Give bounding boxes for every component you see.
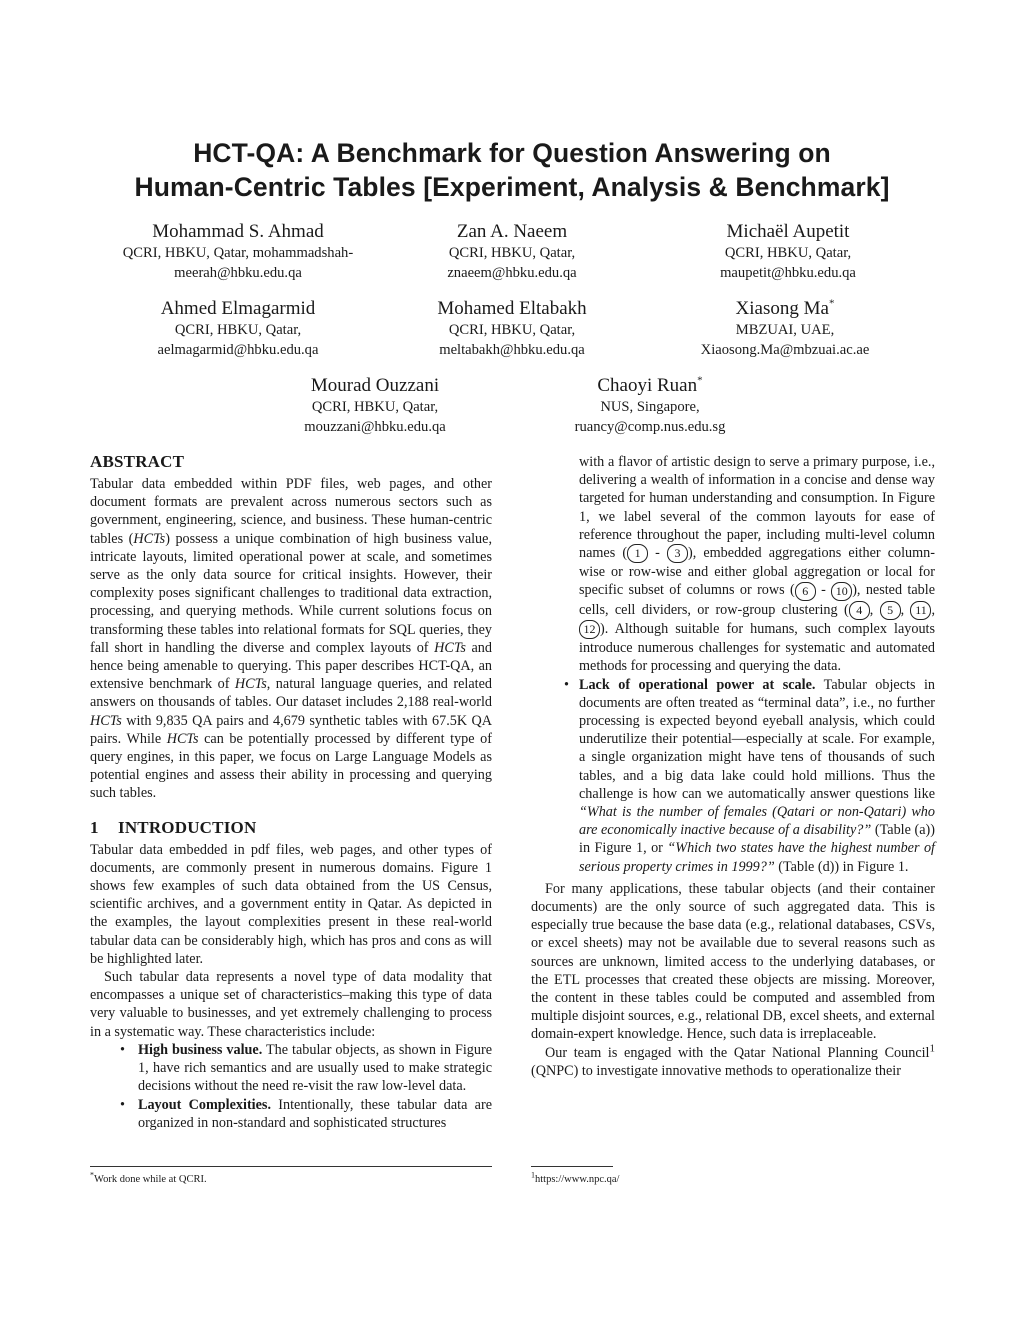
text-run: ), embedded aggregations either column-wise or row-wise and either global aggregation or local for specific subset of columns or rows (	[579, 545, 935, 599]
author-name: Ahmed Elmagarmid	[160, 298, 316, 319]
layout-marker: 11	[910, 601, 931, 620]
author-affiliation: QCRI, HBKU, Qatar,	[311, 399, 439, 415]
abstract-text	[90, 475, 492, 803]
author-email: meltabakh@hbku.edu.qa	[439, 341, 585, 358]
layout-marker: 12	[579, 620, 600, 639]
author-footnote-mark: *	[828, 297, 835, 310]
body-paragraph: For many applications, these tabular objects (and their container documents) are the only source of such aggregated data. This is especially true because the base data (e.g., relational databases, CSVs, or excel sheets) may not be available due to several reasons such as sources are unknown, limited access to the underlying databases, or the ETL processes that created these objects are missing. Moreover, the content in these tables could be computed and assembled from multiple disjoint sources, e.g., relational DB, excel sheets, and external domain-expert knowledge. Hence, such data is irreplaceable.	[531, 880, 935, 1043]
text-run: Our team is engaged with the Qatar National Planning Council	[545, 1044, 930, 1061]
footnote-left	[90, 1170, 207, 1186]
author-affiliation: QCRI, HBKU, Qatar,	[448, 245, 576, 261]
text-run: and hence being amenable to querying. This paper describes HCT-QA, an extensive benchmark of	[90, 639, 492, 693]
list-item-title: Lack of operational power at scale.	[579, 676, 816, 693]
body-paragraph	[531, 1041, 935, 1080]
author-affiliation: QCRI, HBKU, Qatar,	[448, 322, 576, 338]
author-email: ruancy@comp.nus.edu.sg	[574, 418, 726, 435]
list-item-text: The tabular objects, as shown in Figure 1, have rich semantics and are usually used to make strategic decisions without the need re-visit the raw low-level data.	[138, 1041, 492, 1095]
author-block	[352, 297, 672, 360]
author-name	[625, 297, 945, 321]
footnote-right	[531, 1170, 620, 1186]
right-column	[531, 453, 935, 1080]
text-run: (QNPC) to investigate innovative methods to operationalize their	[531, 1062, 901, 1079]
section-title: INTRODUCTION	[118, 817, 257, 837]
text-run: -	[815, 582, 832, 599]
author-block	[625, 297, 945, 360]
author-name: Mourad Ouzzani	[310, 375, 440, 396]
text-run: ) possess a unique combination of high business value, intricate layouts, limited operational power at scale, and sometimes serve as the only data source for critical insights. However, their complexity poses significant challenges to traditional data extraction, processing, and querying methods. While current solutions focus on transforming these tables into relational formats for SQL queries, they fall short in handling the diverse and complex layouts of	[90, 530, 492, 656]
author-block	[490, 374, 810, 437]
text-run: Tabular data embedded within PDF files, web pages, and other document formats are prevalent across numerous sectors such as government, engineering, science, and business. These human-centric tables (	[90, 476, 492, 547]
author-block	[628, 220, 948, 283]
author-name: Mohammad S. Ahmad	[152, 221, 324, 242]
text-run: (Table (d)) in Figure 1.	[774, 858, 909, 875]
text-run: HCTs	[166, 730, 199, 747]
list-item-continuation	[531, 453, 935, 676]
footnote-text: https://www.npc.qa/	[535, 1174, 620, 1185]
layout-marker: 3	[667, 544, 688, 563]
author-email: maupetit@hbku.edu.qa	[720, 264, 856, 281]
author-name-text: Chaoyi Ruan	[597, 375, 698, 396]
author-name: Michaël Aupetit	[726, 221, 850, 242]
abstract-heading: ABSTRACT	[90, 452, 185, 471]
text-run: HCTs	[434, 639, 466, 656]
list-item	[531, 676, 935, 876]
bullet-icon: •	[120, 1096, 125, 1113]
text-run: ,	[931, 601, 936, 618]
paper-title	[40, 136, 984, 204]
footnote-rule	[90, 1166, 492, 1167]
text-run: -	[648, 545, 667, 562]
list-item	[90, 1041, 492, 1096]
text-run: HCTs	[133, 530, 166, 547]
layout-marker: 6	[795, 582, 816, 601]
author-affiliation: QCRI, HBKU, Qatar, mohammadshah-	[122, 245, 354, 261]
text-run: ,	[869, 601, 880, 618]
text-run: ). Although suitable for humans, such complex layouts introduce numerous challenges for systematic and automated methods for processing and querying the data.	[579, 620, 935, 675]
author-email: meerah@hbku.edu.qa	[174, 264, 302, 281]
layout-marker: 5	[880, 601, 901, 620]
author-email: mouzzani@hbku.edu.qa	[304, 418, 446, 435]
author-email: Xiaosong.Ma@mbzuai.ac.ae	[700, 341, 870, 358]
bullet-icon: •	[564, 676, 569, 693]
title-line-2: Human-Centric Tables [Experiment, Analysis & Benchmark]	[134, 172, 890, 202]
text-run: (Table (a)) in Figure 1, or	[579, 822, 936, 857]
text-run: “What is the number of females (Qatari or non-Qatari) who are economically inactive because of a disability?”	[579, 803, 935, 839]
author-affiliation: QCRI, HBKU, Qatar,	[724, 245, 852, 261]
text-run: ), nested table cells, cell dividers, or row-group clustering (	[579, 582, 935, 618]
introduction-heading	[90, 817, 492, 839]
footnote-mark: *	[90, 1170, 94, 1180]
footnote-text: Work done while at QCRI.	[94, 1174, 207, 1185]
layout-marker: 1	[627, 544, 648, 563]
bullet-icon: •	[120, 1041, 125, 1058]
text-run: HCTs	[90, 712, 122, 729]
intro-paragraph: Tabular data embedded in pdf files, web pages, and other types of documents, are commonly present in numerous domains. Figure 1 shows few examples of such data obtained from the US Census, scientific archives, and a government entity in Qatar. As depicted in the examples, the layout complexities present in these real-world tabular data can be considerably high, which has pros and cons as will be highlighted later.	[90, 841, 492, 967]
author-block	[215, 374, 535, 437]
author-name	[490, 374, 810, 398]
footnote-mark: 1	[531, 1170, 535, 1180]
text-run: with 9,835 QA pairs and 4,679 synthetic tables with 67.5K QA pairs. While	[90, 712, 492, 747]
author-block	[352, 220, 672, 283]
author-email: aelmagarmid@hbku.edu.qa	[157, 341, 319, 358]
author-affiliation: NUS, Singapore,	[600, 399, 700, 415]
list-item	[90, 1096, 492, 1132]
author-block	[78, 220, 398, 283]
author-name: Mohamed Eltabakh	[437, 298, 587, 319]
text-run: , natural language queries, and related answers on thousands of tables. Our dataset includes 2,188 real-world	[90, 676, 492, 711]
list-item-title: Layout Complexities.	[138, 1096, 271, 1113]
intro-paragraph: Such tabular data represents a novel type of data modality that encompasses a unique set of characteristics–making this type of data very valuable to businesses, and yet extremely challenging to process in a systematic way. These characteristics include:	[90, 969, 492, 1040]
author-name-text: Xiasong Ma	[735, 298, 829, 319]
footnote-rule	[531, 1166, 613, 1167]
section-number: 1	[90, 817, 99, 837]
author-block	[78, 297, 398, 360]
text-run: with a flavor of artistic design to serve a primary purpose, i.e., delivering a wealth of information in a concise and dense way targeted for human understanding and consumption. In Figure 1, we label several of the common layouts for ease of reference throughout the paper, including multi-level column names (	[579, 454, 935, 562]
text-run: Tabular objects in documents are often treated as “terminal data”, i.e., no further processing is expected beyond eyeball analysis, which could underutilize their potential—especially at scale. For example, a single organization might have tens of thousands of such tables, and a big data lake could hold millions. Thus the challenge is how can we automatically answer questions like	[579, 676, 935, 802]
text-run: ,	[900, 601, 911, 618]
author-name: Zan A. Naeem	[456, 221, 568, 242]
author-footnote-mark: *	[697, 374, 703, 387]
title-line-1: HCT-QA: A Benchmark for Question Answering on	[193, 138, 831, 168]
layout-marker: 4	[849, 601, 870, 620]
text-run: HCTs	[234, 676, 267, 693]
text-run: “Which two states have the highest number of serious property crimes in 1999?”	[579, 840, 935, 875]
author-affiliation: QCRI, HBKU, Qatar,	[174, 322, 302, 338]
left-column	[90, 451, 492, 1132]
text-run: can be potentially processed by different type of query engines, in this paper, we focus on Large Language Models as potential engines and assess their ability in processing and querying such tables.	[90, 730, 492, 802]
list-item-text: Intentionally, these tabular data are organized in non-standard and sophisticated structures	[138, 1096, 492, 1131]
footnote-mark: 1	[929, 1041, 935, 1054]
author-affiliation: MBZUAI, UAE,	[735, 322, 835, 338]
author-email: znaeem@hbku.edu.qa	[447, 264, 577, 281]
list-item-title: High business value.	[138, 1041, 263, 1058]
layout-marker: 10	[831, 582, 852, 601]
